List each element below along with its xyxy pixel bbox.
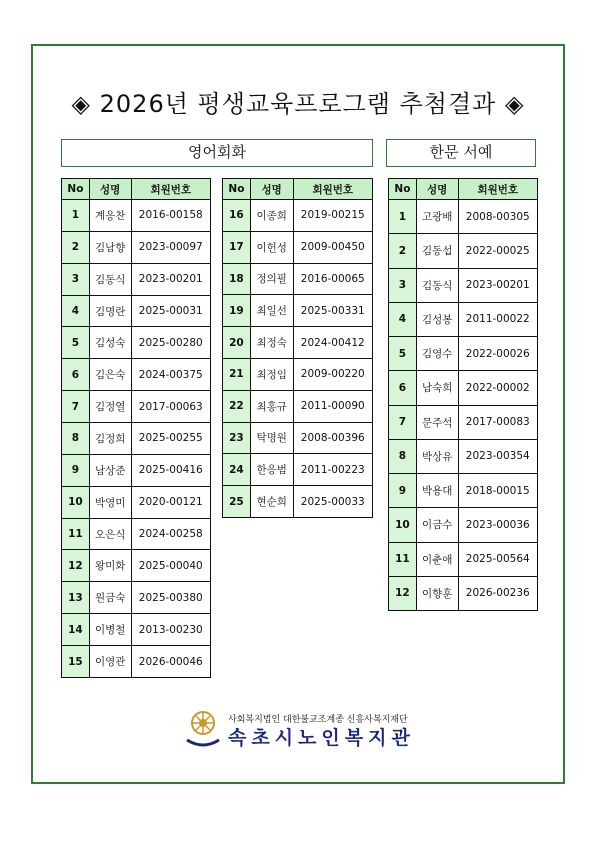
row-member-id: 2025-00416 [131,454,211,486]
header-member-id: 회원번호 [293,179,373,200]
row-member-id: 2011-00223 [293,454,373,486]
row-no: 16 [223,200,251,232]
table-row [389,200,538,234]
table-row [389,474,538,508]
row-no: 6 [62,359,90,391]
row-no: 5 [62,327,90,359]
row-member-id: 2011-00090 [293,390,373,422]
row-member-id: 2016-00065 [293,263,373,295]
row-member-id: 2018-00015 [458,474,538,508]
header-no: No [223,179,251,200]
row-no: 5 [389,337,417,371]
table-row [62,391,211,423]
row-no: 12 [389,576,417,610]
row-name: 김남향 [89,231,131,263]
row-member-id: 2023-00354 [458,439,538,473]
row-name: 남숙희 [416,371,458,405]
row-member-id: 2022-00025 [458,234,538,268]
row-name: 이춘애 [416,542,458,576]
row-name: 최정임 [250,358,293,390]
row-member-id: 2025-00033 [293,486,373,518]
table-row [62,550,211,582]
table-row [62,295,211,327]
table-row [223,358,373,390]
row-member-id: 2017-00063 [131,391,211,423]
table-row [62,423,211,455]
row-no: 18 [223,263,251,295]
table-row [223,231,373,263]
row-name: 탁명원 [250,422,293,454]
row-no: 20 [223,327,251,359]
row-name: 김영수 [416,337,458,371]
table-row [62,231,211,263]
row-name: 이종희 [250,200,293,232]
row-no: 3 [62,263,90,295]
table-row [389,371,538,405]
row-name: 김성봉 [416,302,458,336]
row-member-id: 2016-00158 [131,200,211,232]
row-member-id: 2025-00280 [131,327,211,359]
row-name: 박용대 [416,474,458,508]
row-name: 이영관 [89,646,131,678]
row-member-id: 2023-00201 [458,268,538,302]
row-no: 19 [223,295,251,327]
row-no: 25 [223,486,251,518]
row-member-id: 2011-00022 [458,302,538,336]
row-member-id: 2022-00026 [458,337,538,371]
header-member-id: 회원번호 [131,179,211,200]
table-row [389,542,538,576]
row-member-id: 2008-00396 [293,422,373,454]
row-name: 김성숙 [89,327,131,359]
row-no: 14 [62,614,90,646]
row-member-id: 2019-00215 [293,200,373,232]
row-member-id: 2009-00220 [293,358,373,390]
footer-center-name: 속초시노인복지관 [228,727,415,749]
row-member-id: 2023-00201 [131,263,211,295]
table-row [62,200,211,232]
table-row [62,582,211,614]
table-row [62,646,211,678]
row-no: 7 [62,391,90,423]
row-no: 17 [223,231,251,263]
row-no: 11 [389,542,417,576]
row-member-id: 2025-00380 [131,582,211,614]
row-no: 2 [389,234,417,268]
section-english: 영어회화 [61,139,373,167]
row-name: 이헌성 [250,231,293,263]
row-member-id: 2023-00097 [131,231,211,263]
row-no: 23 [223,422,251,454]
row-name: 이금수 [416,508,458,542]
table-row [389,234,538,268]
row-member-id: 2009-00450 [293,231,373,263]
row-name: 고광배 [416,200,458,234]
row-name: 계응찬 [89,200,131,232]
row-no: 3 [389,268,417,302]
english-table-1 [61,178,211,678]
footer-organization: 사회복지법인 대한불교조계종 신흥사복지재단 [228,715,408,725]
row-member-id: 2017-00083 [458,405,538,439]
header-name: 성명 [250,179,293,200]
row-name: 오은식 [89,518,131,550]
row-no: 13 [62,582,90,614]
row-name: 김동식 [416,268,458,302]
row-member-id: 2025-00564 [458,542,538,576]
table-row [389,576,538,610]
row-no: 8 [389,439,417,473]
row-no: 1 [62,200,90,232]
table-row [223,327,373,359]
row-member-id: 2026-00046 [131,646,211,678]
header-name: 성명 [89,179,131,200]
row-no: 6 [389,371,417,405]
row-no: 10 [389,508,417,542]
row-name: 이향훈 [416,576,458,610]
row-no: 24 [223,454,251,486]
row-name: 김명란 [89,295,131,327]
row-no: 9 [389,474,417,508]
row-member-id: 2024-00258 [131,518,211,550]
table-row [389,508,538,542]
row-name: 김정열 [89,391,131,423]
row-no: 10 [62,486,90,518]
row-name: 왕미화 [89,550,131,582]
row-member-id: 2025-00255 [131,423,211,455]
table-row [223,454,373,486]
row-no: 4 [62,295,90,327]
header-no: No [62,179,90,200]
row-no: 1 [389,200,417,234]
row-name: 이병철 [89,614,131,646]
table-row [223,422,373,454]
row-name: 김동식 [89,263,131,295]
table-row [62,263,211,295]
table-row [223,390,373,422]
table-row [389,439,538,473]
row-no: 9 [62,454,90,486]
row-name: 원금숙 [89,582,131,614]
row-member-id: 2023-00036 [458,508,538,542]
row-name: 정의필 [250,263,293,295]
row-no: 7 [389,405,417,439]
table-row [389,337,538,371]
row-no: 2 [62,231,90,263]
table-row [223,263,373,295]
row-no: 15 [62,646,90,678]
calligraphy-table [388,178,538,611]
row-member-id: 2025-00331 [293,295,373,327]
english-table-2 [222,178,373,518]
row-name: 김은숙 [89,359,131,391]
row-member-id: 2020-00121 [131,486,211,518]
row-name: 문주석 [416,405,458,439]
table-row [389,302,538,336]
page-title: ◈ 2026년 평생교육프로그램 추첨결과 ◈ [71,90,525,118]
lotus-logo-icon [185,710,221,750]
row-no: 4 [389,302,417,336]
row-name: 박상유 [416,439,458,473]
row-name: 최홍규 [250,390,293,422]
row-name: 현순희 [250,486,293,518]
row-no: 8 [62,423,90,455]
table-row [62,614,211,646]
row-no: 21 [223,358,251,390]
header-member-id: 회원번호 [458,179,538,200]
table-row [389,268,538,302]
row-no: 11 [62,518,90,550]
row-name: 남상준 [89,454,131,486]
table-row [62,327,211,359]
table-row [62,359,211,391]
row-name: 한응범 [250,454,293,486]
table-row [389,405,538,439]
row-member-id: 2022-00002 [458,371,538,405]
table-row [223,295,373,327]
row-name: 김동섭 [416,234,458,268]
row-no: 12 [62,550,90,582]
section-calligraphy: 한문 서예 [386,139,536,167]
row-name: 최일선 [250,295,293,327]
table-row [62,454,211,486]
row-member-id: 2024-00412 [293,327,373,359]
row-member-id: 2008-00305 [458,200,538,234]
header-no: No [389,179,417,200]
row-name: 박영미 [89,486,131,518]
row-member-id: 2026-00236 [458,576,538,610]
row-member-id: 2013-00230 [131,614,211,646]
row-member-id: 2025-00040 [131,550,211,582]
table-row [62,518,211,550]
row-member-id: 2025-00031 [131,295,211,327]
row-no: 22 [223,390,251,422]
row-name: 김정희 [89,423,131,455]
table-row [223,486,373,518]
row-member-id: 2024-00375 [131,359,211,391]
header-name: 성명 [416,179,458,200]
table-row [223,200,373,232]
row-name: 최정숙 [250,327,293,359]
table-row [62,486,211,518]
